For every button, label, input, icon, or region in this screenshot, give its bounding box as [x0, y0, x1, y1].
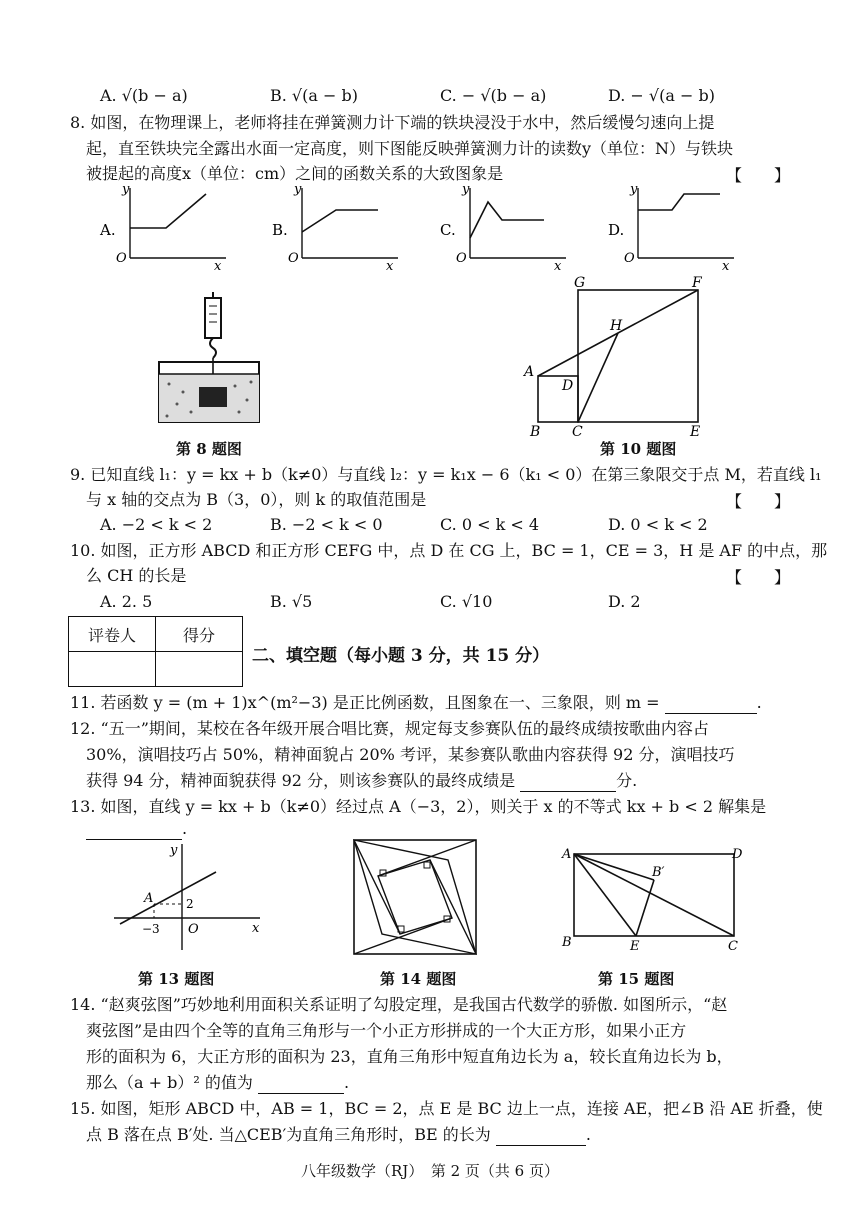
point-a-label: A: [562, 847, 572, 862]
grader-cell: [69, 652, 156, 687]
q8-graph-a: [96, 180, 246, 274]
score-cell: [156, 652, 243, 687]
origin-label: O: [116, 251, 127, 266]
q7-option-a: A. √(b − a): [100, 86, 188, 105]
q8-answer-bracket: 【 】: [725, 166, 790, 185]
y-axis-label: y: [630, 182, 638, 197]
graph-label: C.: [440, 221, 456, 239]
q9-option-b: B. −2 < k < 0: [270, 515, 383, 534]
x-axis-label: x: [386, 259, 394, 274]
q8-graph-c: [436, 180, 586, 274]
point-c-label: C: [728, 939, 738, 954]
point-g-label: G: [574, 275, 586, 291]
q8-line-1: 8. 如图，在物理课上，老师将挂在弹簧测力计下端的铁块浸没于水中，然后缓慢匀速向上提: [70, 113, 715, 132]
q12-text: 获得 94 分，精神面貌获得 92 分，则该参赛队的最终成绩是: [86, 771, 516, 790]
score-header: 得分: [156, 617, 243, 652]
origin-label: O: [456, 251, 467, 266]
q8-graph-d: [604, 180, 754, 274]
fig15-rectangle-fold-diagram: [556, 844, 756, 954]
fig14-zhao-shuang-diagram: [352, 838, 482, 958]
point-bprime-label: B′: [652, 865, 665, 880]
q10-option-c: C. √10: [440, 592, 493, 611]
point-d-label: D: [562, 378, 574, 394]
q14-line-4: [86, 1072, 349, 1094]
q12-line-1: 12. “五一”期间，某校在各年级开展合唱比赛，规定每支参赛队伍的最终成绩按歌曲内容占: [70, 719, 709, 738]
fig13-caption: 第 13 题图: [138, 970, 215, 988]
grader-header: 评卷人: [69, 617, 156, 652]
q12-end: 分.: [616, 771, 638, 790]
x-axis-label: x: [214, 259, 222, 274]
fig15-caption: 第 15 题图: [598, 970, 675, 988]
q13-line: 13. 如图，直线 y = kx + b（k≠0）经过点 A（−3，2），则关于 x 的不等式 kx + b < 2 解集是: [70, 797, 767, 816]
q14-line-1: 14. “赵爽弦图”巧妙地利用面积关系证明了勾股定理，是我国古代数学的骄傲. 如图所示，“赵: [70, 995, 728, 1014]
tick-neg3-label: −3: [142, 922, 160, 936]
q9-line-2: 与 x 轴的交点为 B（3，0），则 k 的取值范围是: [86, 490, 427, 509]
q7-option-c: C. − √(b − a): [440, 86, 547, 105]
q13-end: .: [182, 819, 188, 838]
q7-option-d: D. − √(a − b): [608, 86, 715, 105]
tick-2-label: 2: [186, 897, 194, 911]
q12-answer-blank[interactable]: [520, 775, 616, 792]
q12-line-2: 30%，演唱技巧占 50%，精神面貌占 20% 考评，某参赛队歌曲内容获得 92 分，演唱技巧: [86, 745, 735, 764]
graph-label: B.: [272, 221, 288, 239]
q12-line-3: [86, 770, 637, 792]
q8-line-2: 起，直至铁块完全露出水面一定高度，则下图能反映弹簧测力计的读数y（单位：N）与铁块: [86, 139, 734, 158]
score-table: [68, 616, 243, 687]
q9-option-c: C. 0 < k < 4: [440, 515, 540, 534]
origin-label: O: [624, 251, 635, 266]
q14-end: .: [343, 1073, 350, 1092]
q11-text: 11. 若函数 y = (m + 1)x^(m²−3) 是正比例函数，且图象在一、三象限，则 m =: [70, 693, 660, 712]
q15-text: 点 B 落在点 B′处. 当△CEB′为直角三角形时，BE 的长为: [86, 1125, 491, 1144]
fig13-line-graph: [110, 840, 270, 955]
q8-line-3: 被提起的高度x（单位：cm）之间的函数关系的大致图象是: [86, 164, 504, 183]
section-2-title: 二、填空题（每小题 3 分，共 15 分）: [252, 646, 550, 666]
point-b-label: B: [562, 935, 572, 950]
origin-label: O: [188, 922, 199, 937]
x-axis-label: x: [252, 921, 260, 936]
point-d-label: D: [732, 847, 743, 862]
q13-blank-line: [86, 818, 187, 840]
q9-line-1: 9. 已知直线 l₁：y = kx + b（k≠0）与直线 l₂：y = k₁x − 6（k₁ < 0）在第三象限交于点 M，若直线 l₁: [70, 465, 822, 484]
point-h-label: H: [610, 318, 623, 334]
fig8-spring-scale-illustration: [155, 292, 265, 427]
q14-answer-blank[interactable]: [258, 1077, 344, 1094]
q11-line: [70, 692, 762, 714]
q9-answer-bracket: 【 】: [725, 492, 790, 511]
q9-option-d: D. 0 < k < 2: [608, 515, 708, 534]
q13-answer-blank[interactable]: [86, 823, 182, 840]
point-f-label: F: [692, 275, 702, 291]
origin-label: O: [288, 251, 299, 266]
x-axis-label: x: [722, 259, 730, 274]
point-b-label: B: [530, 424, 541, 440]
q10-answer-bracket: 【 】: [725, 568, 790, 587]
q7-option-b: B. √(a − b): [270, 86, 358, 105]
q14-text: 那么（a + b）² 的值为: [86, 1073, 253, 1092]
graph-label: D.: [608, 221, 625, 239]
q10-option-b: B. √5: [270, 592, 313, 611]
point-c-label: C: [572, 424, 583, 440]
q10-line-1: 10. 如图，正方形 ABCD 和正方形 CEFG 中，点 D 在 CG 上，BC = 1，CE = 3，H 是 AF 的中点，那: [70, 541, 828, 560]
q11-end: .: [756, 693, 762, 712]
q9-option-a: A. −2 < k < 2: [100, 515, 213, 534]
point-a-label: A: [524, 364, 535, 380]
fig8-caption: 第 8 题图: [176, 440, 242, 458]
fig10-squares-diagram: [520, 275, 720, 440]
y-axis-label: y: [462, 182, 470, 197]
q15-answer-blank[interactable]: [496, 1129, 586, 1146]
y-axis-label: y: [294, 182, 302, 197]
page-footer: 八年级数学（RJ） 第 2 页（共 6 页）: [301, 1162, 559, 1180]
q10-line-2: 么 CH 的长是: [86, 566, 187, 585]
point-e-label: E: [630, 939, 640, 954]
fig14-caption: 第 14 题图: [380, 970, 457, 988]
q10-option-a: A. 2. 5: [100, 592, 153, 611]
q10-option-d: D. 2: [608, 592, 641, 611]
y-axis-label: y: [170, 843, 178, 858]
graph-label: A.: [100, 221, 116, 239]
point-e-label: E: [690, 424, 701, 440]
q14-line-2: 爽弦图”是由四个全等的直角三角形与一个小正方形拼成的一个大正方形，如果小正方: [86, 1021, 687, 1040]
q15-line-2: [86, 1124, 591, 1146]
q15-end: .: [585, 1125, 591, 1144]
q8-graph-b: [268, 180, 418, 274]
fig10-caption: 第 10 题图: [600, 440, 677, 458]
y-axis-label: y: [122, 182, 130, 197]
q14-line-3: 形的面积为 6，大正方形的面积为 23，直角三角形中短直角边长为 a，较长直角边长为 b，: [86, 1047, 733, 1066]
q11-answer-blank[interactable]: [665, 697, 757, 714]
point-a-label: A: [144, 891, 154, 906]
q15-line-1: 15. 如图，矩形 ABCD 中，AB = 1，BC = 2，点 E 是 BC 边上一点，连接 AE，把∠B 沿 AE 折叠，使: [70, 1099, 823, 1118]
x-axis-label: x: [554, 259, 562, 274]
